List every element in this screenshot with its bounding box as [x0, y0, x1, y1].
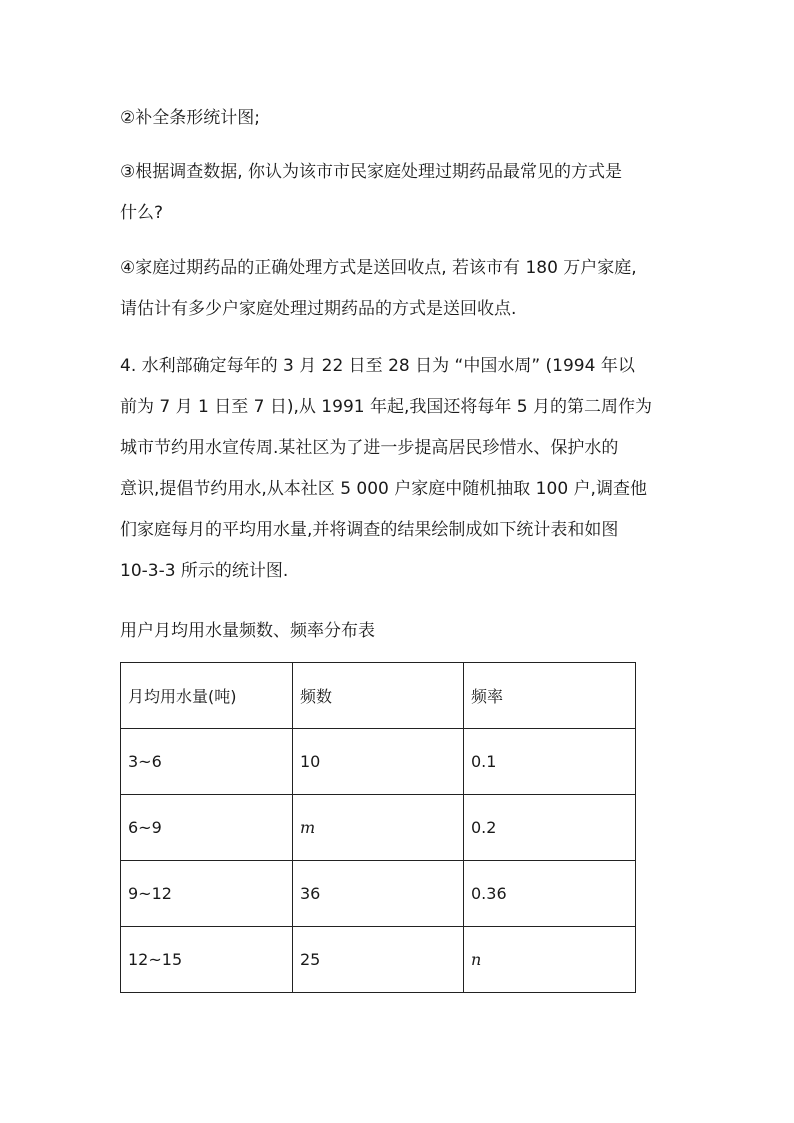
cell-range: 3~6: [121, 729, 293, 795]
problem-4-line-4: 意识,提倡节约用水,从本社区 5 000 户家庭中随机抽取 100 户,调查他: [120, 479, 647, 499]
header-water-usage: 月均用水量(吨): [121, 663, 293, 729]
problem-4-line-1: 4. 水利部确定每年的 3 月 22 日至 28 日为 “中国水周” (1994 年以: [120, 356, 635, 376]
cell-range: 12~15: [121, 927, 293, 993]
cell-rate: 0.36: [464, 861, 636, 927]
cell-rate: 0.2: [464, 795, 636, 861]
table-row: [121, 729, 636, 795]
problem-4-line-3: 城市节约用水宣传周.某社区为了进一步提高居民珍惜水、保护水的: [120, 438, 619, 458]
question-4-line-2: 请估计有多少户家庭处理过期药品的方式是送回收点.: [120, 299, 517, 319]
question-2: ②补全条形统计图;: [120, 108, 260, 128]
cell-rate: 0.1: [464, 729, 636, 795]
problem-4-line-5: 们家庭每月的平均用水量,并将调查的结果绘制成如下统计表和如图: [120, 520, 619, 540]
question-3-line-1: ③根据调查数据, 你认为该市市民家庭处理过期药品最常见的方式是: [120, 162, 623, 182]
table-row: [121, 795, 636, 861]
cell-count: 25: [293, 927, 464, 993]
table-header-row: [121, 663, 636, 729]
problem-4-line-2: 前为 7 月 1 日至 7 日),从 1991 年起,我国还将每年 5 月的第二周作为: [120, 397, 653, 417]
cell-range: 6~9: [121, 795, 293, 861]
table-title: 用户月均用水量频数、频率分布表: [120, 621, 375, 641]
question-3-line-2: 什么?: [120, 203, 164, 223]
question-4-line-1: ④家庭过期药品的正确处理方式是送回收点, 若该市有 180 万户家庭,: [120, 258, 637, 278]
cell-rate: n: [464, 927, 636, 993]
header-frequency-rate: 频率: [464, 663, 636, 729]
cell-count: 10: [293, 729, 464, 795]
problem-4-line-6: 10-3-3 所示的统计图.: [120, 561, 289, 581]
cell-count: m: [293, 795, 464, 861]
frequency-table: [120, 662, 636, 993]
cell-range: 9~12: [121, 861, 293, 927]
cell-count: 36: [293, 861, 464, 927]
header-frequency-count: 频数: [293, 663, 464, 729]
table-row: [121, 927, 636, 993]
table-row: [121, 861, 636, 927]
